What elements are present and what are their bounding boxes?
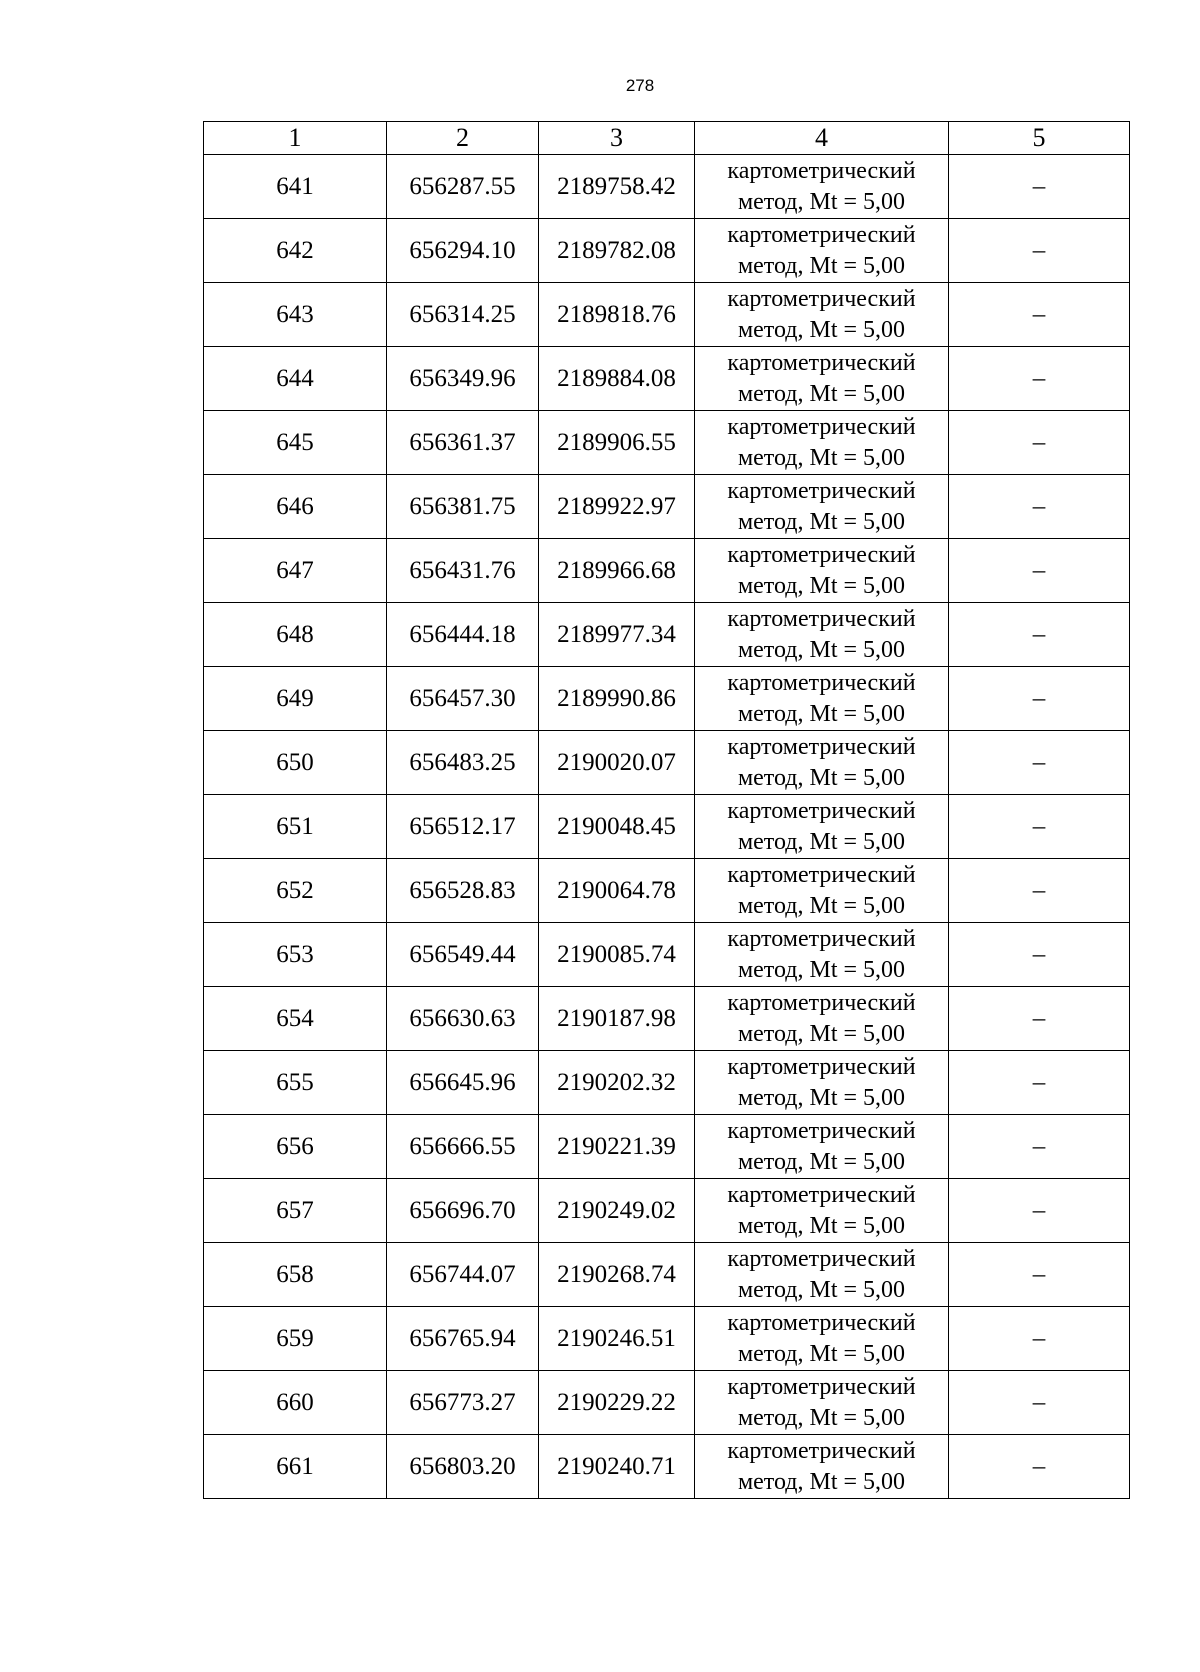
column-header-5: 5 bbox=[949, 122, 1130, 155]
note-cell: – bbox=[949, 731, 1130, 795]
table-row bbox=[204, 1243, 1130, 1307]
point-number-cell: 659 bbox=[204, 1307, 387, 1371]
point-number-cell: 648 bbox=[204, 603, 387, 667]
table-row bbox=[204, 539, 1130, 603]
method-line-2: метод, Mt = 5,00 bbox=[737, 1340, 906, 1367]
method-cell bbox=[695, 475, 949, 539]
point-number-cell: 650 bbox=[204, 731, 387, 795]
method-line-2: метод, Mt = 5,00 bbox=[737, 636, 906, 663]
note-cell: – bbox=[949, 859, 1130, 923]
note-cell: – bbox=[949, 603, 1130, 667]
column-header-1: 1 bbox=[204, 122, 387, 155]
method-cell bbox=[695, 1307, 949, 1371]
x-coordinate-cell: 656765.94 bbox=[387, 1307, 539, 1371]
y-coordinate-cell: 2189758.42 bbox=[539, 155, 695, 219]
method-line-2: метод, Mt = 5,00 bbox=[737, 764, 906, 791]
x-coordinate-cell: 656645.96 bbox=[387, 1051, 539, 1115]
table-row bbox=[204, 411, 1130, 475]
method-line-1: картометрический bbox=[727, 1181, 916, 1208]
table-row bbox=[204, 1371, 1130, 1435]
note-cell: – bbox=[949, 155, 1130, 219]
method-line-1: картометрический bbox=[727, 797, 916, 824]
table-header-row bbox=[204, 122, 1130, 155]
y-coordinate-cell: 2190085.74 bbox=[539, 923, 695, 987]
table-body bbox=[204, 155, 1130, 1499]
point-number-cell: 661 bbox=[204, 1435, 387, 1499]
method-line-2: метод, Mt = 5,00 bbox=[737, 508, 906, 535]
y-coordinate-cell: 2190202.32 bbox=[539, 1051, 695, 1115]
method-line-2: метод, Mt = 5,00 bbox=[737, 316, 906, 343]
x-coordinate-cell: 656528.83 bbox=[387, 859, 539, 923]
method-line-2: метод, Mt = 5,00 bbox=[737, 956, 906, 983]
column-header-2: 2 bbox=[387, 122, 539, 155]
method-cell bbox=[695, 923, 949, 987]
method-cell bbox=[695, 1051, 949, 1115]
note-cell: – bbox=[949, 1115, 1130, 1179]
table-row bbox=[204, 1179, 1130, 1243]
method-cell bbox=[695, 283, 949, 347]
method-line-1: картометрический bbox=[727, 733, 916, 760]
method-cell bbox=[695, 1371, 949, 1435]
y-coordinate-cell: 2190229.22 bbox=[539, 1371, 695, 1435]
x-coordinate-cell: 656294.10 bbox=[387, 219, 539, 283]
method-cell bbox=[695, 1435, 949, 1499]
y-coordinate-cell: 2190246.51 bbox=[539, 1307, 695, 1371]
point-number-cell: 660 bbox=[204, 1371, 387, 1435]
point-number-cell: 652 bbox=[204, 859, 387, 923]
method-line-2: метод, Mt = 5,00 bbox=[737, 1084, 906, 1111]
point-number-cell: 658 bbox=[204, 1243, 387, 1307]
method-line-2: метод, Mt = 5,00 bbox=[737, 1148, 906, 1175]
point-number-cell: 641 bbox=[204, 155, 387, 219]
point-number-cell: 651 bbox=[204, 795, 387, 859]
method-line-2: метод, Mt = 5,00 bbox=[737, 1020, 906, 1047]
method-line-1: картометрический bbox=[727, 925, 916, 952]
method-cell bbox=[695, 1243, 949, 1307]
y-coordinate-cell: 2189884.08 bbox=[539, 347, 695, 411]
y-coordinate-cell: 2190048.45 bbox=[539, 795, 695, 859]
method-cell bbox=[695, 347, 949, 411]
note-cell: – bbox=[949, 283, 1130, 347]
y-coordinate-cell: 2189906.55 bbox=[539, 411, 695, 475]
method-cell bbox=[695, 155, 949, 219]
method-line-2: метод, Mt = 5,00 bbox=[737, 892, 906, 919]
method-line-1: картометрический bbox=[727, 1117, 916, 1144]
point-number-cell: 644 bbox=[204, 347, 387, 411]
method-line-2: метод, Mt = 5,00 bbox=[737, 188, 906, 215]
table-row bbox=[204, 1435, 1130, 1499]
y-coordinate-cell: 2190240.71 bbox=[539, 1435, 695, 1499]
method-cell bbox=[695, 987, 949, 1051]
method-line-1: картометрический bbox=[727, 285, 916, 312]
y-coordinate-cell: 2189966.68 bbox=[539, 539, 695, 603]
method-cell bbox=[695, 411, 949, 475]
point-number-cell: 643 bbox=[204, 283, 387, 347]
table-row bbox=[204, 1115, 1130, 1179]
method-line-2: метод, Mt = 5,00 bbox=[737, 1276, 906, 1303]
method-line-1: картометрический bbox=[727, 477, 916, 504]
method-line-1: картометрический bbox=[727, 349, 916, 376]
table-row bbox=[204, 923, 1130, 987]
column-header-3: 3 bbox=[539, 122, 695, 155]
x-coordinate-cell: 656803.20 bbox=[387, 1435, 539, 1499]
note-cell: – bbox=[949, 1307, 1130, 1371]
x-coordinate-cell: 656512.17 bbox=[387, 795, 539, 859]
x-coordinate-cell: 656444.18 bbox=[387, 603, 539, 667]
x-coordinate-cell: 656349.96 bbox=[387, 347, 539, 411]
x-coordinate-cell: 656549.44 bbox=[387, 923, 539, 987]
method-line-1: картометрический bbox=[727, 221, 916, 248]
method-line-1: картометрический bbox=[727, 669, 916, 696]
note-cell: – bbox=[949, 347, 1130, 411]
method-line-1: картометрический bbox=[727, 1373, 916, 1400]
table-row bbox=[204, 603, 1130, 667]
note-cell: – bbox=[949, 1051, 1130, 1115]
method-line-1: картометрический bbox=[727, 1053, 916, 1080]
method-line-1: картометрический bbox=[727, 157, 916, 184]
table-row bbox=[204, 1307, 1130, 1371]
method-cell bbox=[695, 1115, 949, 1179]
note-cell: – bbox=[949, 667, 1130, 731]
y-coordinate-cell: 2190221.39 bbox=[539, 1115, 695, 1179]
table-row bbox=[204, 795, 1130, 859]
method-line-1: картометрический bbox=[727, 1437, 916, 1464]
y-coordinate-cell: 2189922.97 bbox=[539, 475, 695, 539]
table-row bbox=[204, 155, 1130, 219]
table-row bbox=[204, 347, 1130, 411]
method-line-2: метод, Mt = 5,00 bbox=[737, 444, 906, 471]
y-coordinate-cell: 2190268.74 bbox=[539, 1243, 695, 1307]
note-cell: – bbox=[949, 411, 1130, 475]
x-coordinate-cell: 656431.76 bbox=[387, 539, 539, 603]
method-line-2: метод, Mt = 5,00 bbox=[737, 700, 906, 727]
note-cell: – bbox=[949, 1179, 1130, 1243]
x-coordinate-cell: 656630.63 bbox=[387, 987, 539, 1051]
method-cell bbox=[695, 667, 949, 731]
method-line-2: метод, Mt = 5,00 bbox=[737, 828, 906, 855]
point-number-cell: 646 bbox=[204, 475, 387, 539]
column-header-4: 4 bbox=[695, 122, 949, 155]
table-row bbox=[204, 859, 1130, 923]
method-cell bbox=[695, 731, 949, 795]
point-number-cell: 656 bbox=[204, 1115, 387, 1179]
x-coordinate-cell: 656381.75 bbox=[387, 475, 539, 539]
point-number-cell: 654 bbox=[204, 987, 387, 1051]
point-number-cell: 657 bbox=[204, 1179, 387, 1243]
note-cell: – bbox=[949, 1371, 1130, 1435]
x-coordinate-cell: 656744.07 bbox=[387, 1243, 539, 1307]
y-coordinate-cell: 2190064.78 bbox=[539, 859, 695, 923]
note-cell: – bbox=[949, 475, 1130, 539]
table-row bbox=[204, 283, 1130, 347]
y-coordinate-cell: 2190020.07 bbox=[539, 731, 695, 795]
y-coordinate-cell: 2189977.34 bbox=[539, 603, 695, 667]
method-line-1: картометрический bbox=[727, 1245, 916, 1272]
method-line-1: картометрический bbox=[727, 541, 916, 568]
method-line-2: метод, Mt = 5,00 bbox=[737, 252, 906, 279]
method-line-2: метод, Mt = 5,00 bbox=[737, 1404, 906, 1431]
method-line-1: картометрический bbox=[727, 1309, 916, 1336]
table-row bbox=[204, 667, 1130, 731]
y-coordinate-cell: 2190187.98 bbox=[539, 987, 695, 1051]
page-number: 278 bbox=[625, 76, 655, 95]
method-line-2: метод, Mt = 5,00 bbox=[737, 1212, 906, 1239]
method-line-1: картометрический bbox=[727, 605, 916, 632]
table-row bbox=[204, 475, 1130, 539]
y-coordinate-cell: 2189782.08 bbox=[539, 219, 695, 283]
point-number-cell: 653 bbox=[204, 923, 387, 987]
method-line-1: картометрический bbox=[727, 413, 916, 440]
note-cell: – bbox=[949, 923, 1130, 987]
point-number-cell: 645 bbox=[204, 411, 387, 475]
y-coordinate-cell: 2190249.02 bbox=[539, 1179, 695, 1243]
note-cell: – bbox=[949, 539, 1130, 603]
method-cell bbox=[695, 1179, 949, 1243]
method-line-1: картометрический bbox=[727, 989, 916, 1016]
point-number-cell: 649 bbox=[204, 667, 387, 731]
y-coordinate-cell: 2189818.76 bbox=[539, 283, 695, 347]
y-coordinate-cell: 2189990.86 bbox=[539, 667, 695, 731]
x-coordinate-cell: 656666.55 bbox=[387, 1115, 539, 1179]
point-number-cell: 642 bbox=[204, 219, 387, 283]
x-coordinate-cell: 656287.55 bbox=[387, 155, 539, 219]
point-number-cell: 647 bbox=[204, 539, 387, 603]
x-coordinate-cell: 656773.27 bbox=[387, 1371, 539, 1435]
method-line-2: метод, Mt = 5,00 bbox=[737, 572, 906, 599]
method-cell bbox=[695, 795, 949, 859]
x-coordinate-cell: 656314.25 bbox=[387, 283, 539, 347]
method-cell bbox=[695, 539, 949, 603]
table-row bbox=[204, 1051, 1130, 1115]
x-coordinate-cell: 656457.30 bbox=[387, 667, 539, 731]
method-line-2: метод, Mt = 5,00 bbox=[737, 1468, 906, 1495]
method-cell bbox=[695, 859, 949, 923]
method-line-1: картометрический bbox=[727, 861, 916, 888]
method-cell bbox=[695, 219, 949, 283]
table-row bbox=[204, 987, 1130, 1051]
x-coordinate-cell: 656483.25 bbox=[387, 731, 539, 795]
note-cell: – bbox=[949, 1243, 1130, 1307]
note-cell: – bbox=[949, 795, 1130, 859]
x-coordinate-cell: 656696.70 bbox=[387, 1179, 539, 1243]
note-cell: – bbox=[949, 987, 1130, 1051]
point-number-cell: 655 bbox=[204, 1051, 387, 1115]
note-cell: – bbox=[949, 1435, 1130, 1499]
coordinates-table bbox=[203, 121, 1130, 1499]
table-row bbox=[204, 731, 1130, 795]
x-coordinate-cell: 656361.37 bbox=[387, 411, 539, 475]
method-cell bbox=[695, 603, 949, 667]
table-row bbox=[204, 219, 1130, 283]
method-line-2: метод, Mt = 5,00 bbox=[737, 380, 906, 407]
note-cell: – bbox=[949, 219, 1130, 283]
